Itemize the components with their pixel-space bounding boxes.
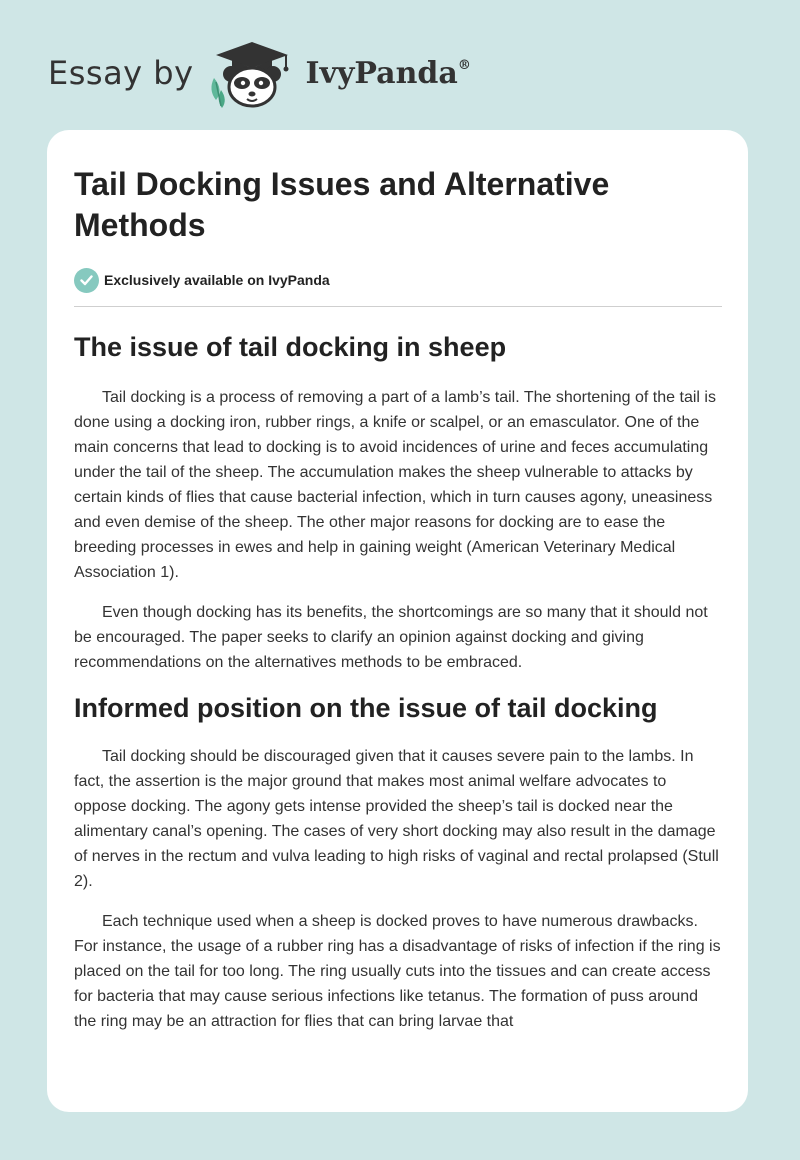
- checkmark-icon: [74, 268, 99, 293]
- brand-name: IvyPanda®: [305, 55, 471, 91]
- paragraph: Each technique used when a sheep is docked proves to have numerous drawbacks. For instance, the usage of a rubber ring has a disadvantage of risks of infection if the ring is placed on the tail for too long. The ring usually cuts into the tissues and can create access for bacteria that may cause serious infections like tetanus. The formation of puss around the ring may be an attraction for flies that can bring larvae that: [74, 913, 721, 1030]
- paragraph: Tail docking should be discouraged given that it causes severe pain to the lambs. In fact, the assertion is the major ground that makes most animal welfare advocates to oppose docking. The agony gets intense provided the sheep’s tail is docked near the alimentary canal’s opening. The cases of very short docking may also result in the damage of nerves in the rectum and vulva leading to high risks of vaginal and rectal prolapsed (Stull 2).: [74, 748, 719, 890]
- article-title: Tail Docking Issues and Alternative Methods: [74, 166, 610, 243]
- paragraph: Tail docking is a process of removing a part of a lamb’s tail. The shortening of the tail is done using a docking iron, rubber rings, a knife or scalpel, or an emasculator. One of the main concerns that lead to docking is to avoid incidences of urine and feces accumulating under the tail of the sheep. The accumulation makes the sheep vulnerable to attacks by certain kinds of flies that cause bacterial infection, which in turn causes agony, uneasiness and even demise of the sheep. The other major reasons for docking are to ease the breeding processes in ewes and help in gaining weight (American Veterinary Medical Association 1).: [74, 389, 716, 581]
- section-heading: Informed position on the issue of tail docking: [74, 693, 658, 723]
- essay-by-label: Essay by: [48, 54, 194, 92]
- article-card: [47, 130, 748, 1112]
- paragraph: Even though docking has its benefits, the shortcomings are so many that it should not be encouraged. The paper seeks to clarify an opinion against docking and giving recommendations on the alternatives methods to be embraced.: [74, 604, 708, 671]
- exclusive-badge: [74, 267, 722, 293]
- exclusive-label: Exclusively available on IvyPanda: [104, 272, 330, 288]
- section-heading: The issue of tail docking in sheep: [74, 332, 507, 362]
- panda-logo-icon: [206, 38, 298, 108]
- registered-mark: ®: [457, 57, 471, 73]
- site-header: [48, 38, 471, 108]
- title-divider: [74, 306, 722, 307]
